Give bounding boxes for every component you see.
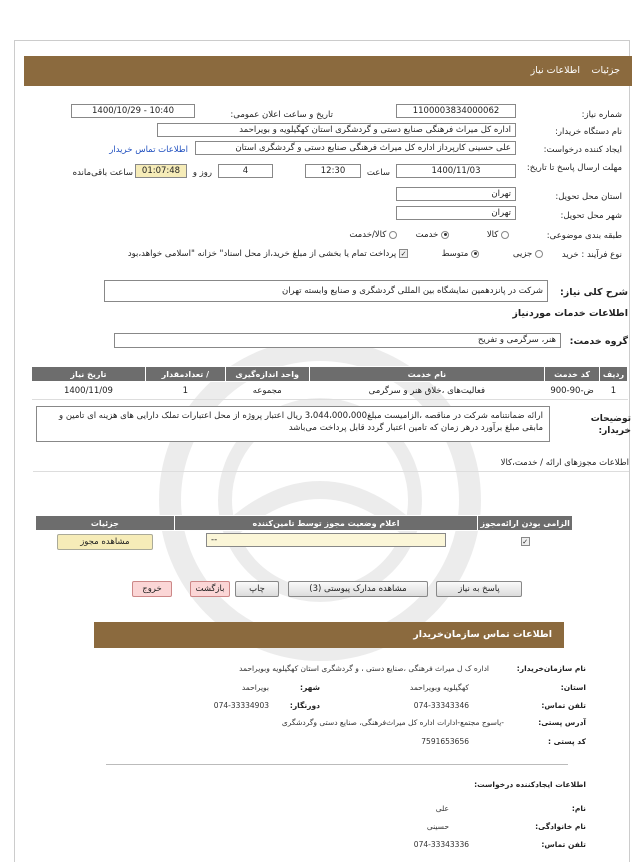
reply-button[interactable]: پاسخ به نیاز <box>436 581 522 597</box>
process-partial[interactable]: جزیی <box>513 249 543 259</box>
permits-header-row <box>36 516 573 531</box>
col-permit-required: الزامی بودن ارائه‌مجوز <box>478 516 573 531</box>
radio-goods-icon[interactable] <box>501 231 509 239</box>
process-label: نوع فرآیند : خرید <box>561 250 622 260</box>
deadline-date-field: 1400/11/03 <box>396 164 516 178</box>
contact-title: اطلاعات تماس سازمان‌خریدار <box>413 629 552 640</box>
back-button[interactable]: بازگشت <box>190 581 230 597</box>
contact-buyer-name-label: نام سازمان‌خریدار: <box>516 664 586 673</box>
category-label: طبقه بندی موضوعی: <box>546 231 622 241</box>
service-group-field: هنر، سرگرمی و تفریح <box>114 333 561 348</box>
contact-buyer-name: اداره ک ل میراث فرهنگی ،صنایع دستی ، و گردشگری استان کهگیلویه وبویراحمد <box>239 664 489 673</box>
permits-title: اطلاعات مجوزهای ارائه / خدمت،کالا <box>500 458 629 468</box>
radio-medium-icon[interactable] <box>471 250 479 258</box>
contact-city-label: شهر: <box>300 683 320 692</box>
buyer-notes-label: توضیحات خریدار: <box>590 414 631 436</box>
contact-postal: 7591653656 <box>421 737 469 746</box>
col-row: ردیف <box>600 367 628 382</box>
contact-address: -یاسوج مجتمع-ادارات اداره کل میراث‌فرهنگی، صنایع دستی وگردشگری <box>281 718 504 727</box>
contact-postal-label: کد پستی : <box>547 737 586 746</box>
creator-last-name: حسینی <box>426 822 449 831</box>
creator-phone-label: تلفن تماس: <box>541 840 586 849</box>
contact-province: کهگیلویه وبویراحمد <box>409 683 469 692</box>
contact-city: بویراحمد <box>241 683 269 692</box>
exit-button[interactable]: خروج <box>132 581 172 597</box>
cell-code: ض-90-900 <box>545 382 600 400</box>
cell-qty: 1 <box>145 382 225 400</box>
checkbox-payment-icon[interactable]: ✓ <box>400 250 407 258</box>
process-medium[interactable]: متوسط <box>442 249 479 259</box>
remaining-label: ساعت باقی‌مانده <box>72 168 133 178</box>
remaining-time-field: 01:07:48 <box>135 164 187 178</box>
creator-info-title: اطلاعات ایجادکننده درخواست: <box>474 780 586 789</box>
buyer-contact-link[interactable]: اطلاعات تماس خریدار <box>109 145 188 155</box>
radio-partial-icon[interactable] <box>535 250 543 258</box>
print-button[interactable]: چاپ <box>235 581 279 597</box>
city-field: تهران <box>396 206 516 220</box>
tab-need-info[interactable]: اطلاعات نیاز <box>530 65 580 76</box>
items-header-row <box>32 367 628 382</box>
attachments-button[interactable]: مشاهده مدارک پیوستی (3) <box>288 581 428 597</box>
creator-phone: 074-33343336 <box>413 840 469 849</box>
col-qty: / تعداد‌مقدار <box>145 367 225 382</box>
creator-first-name-label: نام: <box>571 804 586 813</box>
contact-address-label: آدرس پستی: <box>538 718 586 727</box>
col-permit-status: اعلام وضعیت مجوز توسط تامین‌کننده <box>174 516 478 531</box>
services-info-title: اطلاعات خدمات موردنیاز <box>512 308 628 319</box>
category-goods-service[interactable] <box>349 230 397 240</box>
cell-permit-details <box>36 531 175 553</box>
days-label: روز و <box>192 168 212 178</box>
cat-service-label: خدمت <box>415 230 439 240</box>
payment-option[interactable]: ✓ پرداخت تمام یا بخشی از مبلغ خرید،از محل اسناد" خزانه "اسلامی خواهد،بود <box>127 249 407 259</box>
buyer-notes-field: ارائه ضمانتنامه شرکت در مناقصه ،الزامیست مبلغ3،044،000،000 ریال اعتبار پروژه از محل اعتبارات تملک دارایی های هزینه ای تامین و مابقی مبلغ برآورد درهر زمان که تامین اعتبار گردد قابل پرداخت می‌باشد <box>36 406 550 442</box>
province-label: استان محل تحویل: <box>555 192 622 202</box>
city-label: شهر محل تحویل: <box>560 211 622 221</box>
creator-last-name-label: نام خانوادگی: <box>535 822 586 831</box>
announce-label: تاریخ و ساعت اعلان عمومی: <box>230 110 333 120</box>
radio-goods-service-icon[interactable] <box>389 231 397 239</box>
need-number-field: 1100003834000062 <box>396 104 516 118</box>
cell-permit-status <box>174 531 478 553</box>
permits-table <box>35 515 573 553</box>
col-permit-details: جزئیات <box>36 516 175 531</box>
checkbox-permit-icon[interactable]: ✓ <box>522 537 529 546</box>
category-goods[interactable] <box>487 230 509 240</box>
table-row <box>36 531 573 553</box>
contact-divider <box>106 764 568 765</box>
items-table <box>31 366 628 400</box>
cat-goods-service-label: کالا/خدمت <box>349 230 387 240</box>
permits-spacer <box>33 471 629 511</box>
col-date: تاریخ نیاز <box>32 367 146 382</box>
deadline-time-field: 12:30 <box>305 164 361 178</box>
contact-fax-label: دورنگار: <box>289 701 320 710</box>
creator-field: علی حسینی کارپرداز اداره کل میراث فرهنگی صنایع دستی و گردشگری استان <box>195 141 516 155</box>
deadline-time-label: ساعت <box>366 168 390 178</box>
cell-date: 1400/11/09 <box>32 382 146 400</box>
need-number-label: شماره نیاز: <box>581 110 622 120</box>
summary-label: شرح کلی نیاز: <box>559 287 628 298</box>
contact-phone: 074-33343346 <box>413 701 469 710</box>
deadline-label: مهلت ارسال پاسخ تا تاریخ: <box>526 163 622 173</box>
tab-details[interactable]: جزئیات <box>591 65 620 76</box>
cat-goods-label: کالا <box>486 230 499 240</box>
cell-row: 1 <box>600 382 628 400</box>
permit-status-field[interactable]: -- <box>206 533 446 547</box>
table-row <box>32 382 628 400</box>
service-group-label: گروه خدمت: <box>569 336 628 347</box>
category-service[interactable] <box>416 230 449 240</box>
contact-phone-label: تلفن تماس: <box>541 701 586 710</box>
buyer-name-field: اداره کل میراث فرهنگی صنایع دستی و گردشگری استان کهگیلویه و بویراحمد <box>157 123 516 137</box>
section-header <box>24 56 632 86</box>
creator-label: ایجاد کننده درخواست: <box>543 145 622 155</box>
radio-service-icon[interactable] <box>441 231 449 239</box>
cell-unit: مجموعه <box>225 382 309 400</box>
col-unit: واحد اندازه‌گیری <box>225 367 309 382</box>
summary-field: شرکت در پانزدهمین نمایشگاه بین المللی گردشگری و صنایع وابسته تهران <box>104 280 548 302</box>
creator-first-name: علی <box>435 804 449 813</box>
cell-permit-required <box>478 531 573 553</box>
col-code: کد خدمت <box>545 367 600 382</box>
contact-header <box>94 622 564 648</box>
contact-province-label: استان: <box>560 683 586 692</box>
view-permit-button[interactable]: مشاهده مجوز <box>57 534 153 550</box>
col-name: نام خدمت <box>309 367 544 382</box>
buyer-name-label: نام دستگاه خریدار: <box>555 127 622 137</box>
days-field: 4 <box>218 164 273 178</box>
announce-field: 1400/10/29 - 10:40 <box>71 104 195 118</box>
province-field: تهران <box>396 187 516 201</box>
contact-fax: 074-33334903 <box>213 701 269 710</box>
cell-name: فعالیت‌های ،خلاق هنر و سرگرمی <box>309 382 544 400</box>
